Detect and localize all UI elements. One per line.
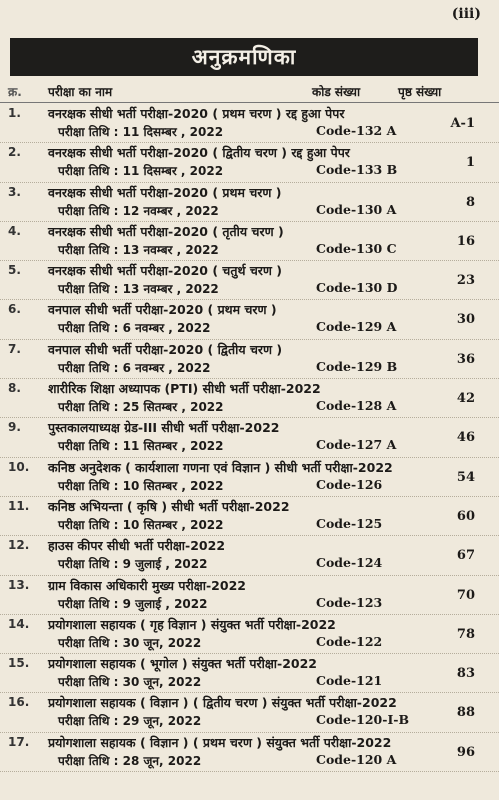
entry-exam-title: पुस्तकालयाध्यक्ष ग्रेड-III सीधी भर्ती परीक्षा-2022 <box>48 420 280 436</box>
entry-page-number: 78 <box>456 626 475 642</box>
entry-exam-date: परीक्षा तिथि : 11 दिसम्बर , 2022 <box>58 125 224 139</box>
entry-exam-title: वनरक्षक सीधी भर्ती परीक्षा-2020 ( प्रथम चरण ) <box>48 184 282 200</box>
entry-exam-title: हाउस कीपर सीधी भर्ती परीक्षा-2022 <box>48 538 226 554</box>
entry-exam-title: प्रयोगशाला सहायक ( विज्ञान ) ( द्वितीय चरण ) संयुक्त भर्ती परीक्षा-2022 <box>48 695 397 711</box>
entry-code: Code-125 <box>316 515 383 531</box>
entry-serial: 12. <box>8 538 30 553</box>
page-number: (iii) <box>451 6 481 22</box>
index-entry <box>0 261 499 300</box>
entry-code: Code-121 <box>316 673 383 689</box>
entry-code: Code-132 A <box>316 123 397 138</box>
index-header-row <box>0 80 499 103</box>
entry-serial: 9. <box>8 420 21 435</box>
entry-exam-date: परीक्षा तिथि : 30 जून, 2022 <box>58 635 202 650</box>
entry-page-number: 54 <box>456 469 475 485</box>
entry-serial: 10. <box>8 459 30 474</box>
entry-code: Code-133 B <box>316 162 398 178</box>
entry-serial: 15. <box>8 656 30 671</box>
entry-exam-title: वनरक्षक सीधी भर्ती परीक्षा-2020 ( प्रथम चरण ) रद्द हुआ पेपर <box>48 106 345 121</box>
header-code-number: कोड संख्या <box>312 85 361 99</box>
entry-serial: 4. <box>8 223 21 238</box>
entry-code: Code-123 <box>316 594 383 610</box>
entry-exam-date: परीक्षा तिथि : 9 जुलाई , 2022 <box>58 596 208 611</box>
index-entries <box>0 104 499 772</box>
entry-page-number: 96 <box>456 744 475 760</box>
entry-exam-date: परीक्षा तिथि : 10 सितम्बर , 2022 <box>58 517 224 532</box>
entry-exam-title: वनरक्षक सीधी भर्ती परीक्षा-2020 ( तृतीय चरण ) <box>48 223 284 239</box>
entry-exam-date: परीक्षा तिथि : 6 नवम्बर , 2022 <box>58 360 211 375</box>
entry-page-number: A-1 <box>450 116 475 131</box>
entry-page-number: 46 <box>456 430 475 446</box>
index-entry <box>0 536 499 575</box>
entry-exam-date: परीक्षा तिथि : 13 नवम्बर , 2022 <box>58 242 219 257</box>
entry-exam-title: वनरक्षक सीधी भर्ती परीक्षा-2020 ( चतुर्थ चरण ) <box>48 263 282 279</box>
entry-serial: 1. <box>8 106 21 120</box>
header-serial: क्र. <box>8 85 22 99</box>
entry-exam-title: वनरक्षक सीधी भर्ती परीक्षा-2020 ( द्वितीय चरण ) रद्द हुआ पेपर <box>48 145 350 161</box>
entry-exam-title: प्रयोगशाला सहायक ( गृह विज्ञान ) संयुक्त भर्ती परीक्षा-2022 <box>48 616 336 632</box>
entry-page-number: 8 <box>465 194 475 210</box>
entry-exam-date: परीक्षा तिथि : 13 नवम्बर , 2022 <box>58 282 219 297</box>
index-entry <box>0 615 499 654</box>
entry-page-number: 88 <box>456 705 475 721</box>
entry-page-number: 23 <box>456 273 475 289</box>
entry-code: Code-129 B <box>316 358 398 374</box>
entry-serial: 5. <box>8 263 21 278</box>
index-entry <box>0 143 499 182</box>
index-entry <box>0 300 499 339</box>
entry-code: Code-120-I-B <box>316 712 410 728</box>
entry-page-number: 1 <box>465 155 475 171</box>
entry-code: Code-126 <box>316 476 383 492</box>
entry-page-number: 83 <box>456 666 475 682</box>
entry-code: Code-122 <box>316 633 383 649</box>
entry-exam-title: वनपाल सीधी भर्ती परीक्षा-2020 ( द्वितीय चरण ) <box>48 341 283 357</box>
entry-code: Code-124 <box>316 555 383 571</box>
entry-page-number: 70 <box>456 587 475 603</box>
entry-code: Code-127 A <box>316 437 397 453</box>
entry-page-number: 42 <box>456 391 475 407</box>
entry-serial: 2. <box>8 145 21 160</box>
index-entry <box>0 418 499 457</box>
index-entry <box>0 733 499 772</box>
index-entry <box>0 104 499 143</box>
index-entry <box>0 222 499 261</box>
entry-page-number: 16 <box>456 233 475 249</box>
index-banner: अनुक्रमणिका <box>10 38 478 76</box>
header-page-number: पृष्ठ संख्या <box>398 85 442 99</box>
header-exam-name: परीक्षा का नाम <box>48 85 113 99</box>
entry-serial: 8. <box>8 381 21 396</box>
entry-exam-date: परीक्षा तिथि : 9 जुलाई , 2022 <box>58 557 208 572</box>
entry-serial: 11. <box>8 498 30 513</box>
index-entry <box>0 576 499 615</box>
entry-page-number: 67 <box>456 548 475 564</box>
entry-page-number: 60 <box>456 508 475 524</box>
index-entry <box>0 379 499 418</box>
entry-serial: 17. <box>8 734 30 749</box>
entry-exam-date: परीक्षा तिथि : 11 सितम्बर , 2022 <box>58 439 224 454</box>
index-entry <box>0 183 499 222</box>
entry-exam-date: परीक्षा तिथि : 11 दिसम्बर , 2022 <box>58 164 224 179</box>
entry-exam-date: परीक्षा तिथि : 12 नवम्बर , 2022 <box>58 203 219 218</box>
entry-serial: 7. <box>8 341 21 356</box>
entry-code: Code-130 D <box>316 280 398 296</box>
entry-exam-date: परीक्षा तिथि : 6 नवम्बर , 2022 <box>58 321 211 336</box>
entry-exam-date: परीक्षा तिथि : 30 जून, 2022 <box>58 675 202 690</box>
entry-exam-title: कनिष्ठ अनुदेशक ( कार्यशाला गणना एवं विज्ञान ) सीधी भर्ती परीक्षा-2022 <box>48 459 393 475</box>
index-entry <box>0 654 499 693</box>
entry-exam-date: परीक्षा तिथि : 10 सितम्बर , 2022 <box>58 478 224 493</box>
entry-exam-title: वनपाल सीधी भर्ती परीक्षा-2020 ( प्रथम चरण ) <box>48 302 277 318</box>
index-entry <box>0 693 499 732</box>
index-entry <box>0 340 499 379</box>
entry-exam-title: कनिष्ठ अभियन्ता ( कृषि ) सीधी भर्ती परीक्षा-2022 <box>48 498 290 514</box>
entry-page-number: 30 <box>456 312 475 328</box>
entry-code: Code-130 A <box>316 201 397 217</box>
entry-exam-date: परीक्षा तिथि : 25 सितम्बर , 2022 <box>58 400 224 415</box>
entry-serial: 3. <box>8 184 21 199</box>
entry-exam-title: ग्राम विकास अधिकारी मुख्य परीक्षा-2022 <box>48 577 246 593</box>
entry-code: Code-120 A <box>316 751 397 767</box>
entry-code: Code-129 A <box>316 319 397 335</box>
entry-exam-date: परीक्षा तिथि : 29 जून, 2022 <box>58 714 202 729</box>
entry-code: Code-130 C <box>316 240 397 256</box>
entry-serial: 16. <box>8 695 30 710</box>
index-entry <box>0 497 499 536</box>
entry-exam-date: परीक्षा तिथि : 28 जून, 2022 <box>58 753 202 768</box>
entry-exam-title: प्रयोगशाला सहायक ( विज्ञान ) ( प्रथम चरण ) संयुक्त भर्ती परीक्षा-2022 <box>48 734 392 750</box>
entry-exam-title: शारीरिक शिक्षा अध्यापक (PTI) सीधी भर्ती परीक्षा-2022 <box>48 381 321 397</box>
entry-page-number: 36 <box>456 351 475 367</box>
entry-serial: 13. <box>8 577 30 592</box>
entry-serial: 14. <box>8 616 30 631</box>
entry-code: Code-128 A <box>316 398 397 414</box>
entry-exam-title: प्रयोगशाला सहायक ( भूगोल ) संयुक्त भर्ती परीक्षा-2022 <box>48 656 317 672</box>
index-entry <box>0 458 499 497</box>
entry-serial: 6. <box>8 302 21 317</box>
